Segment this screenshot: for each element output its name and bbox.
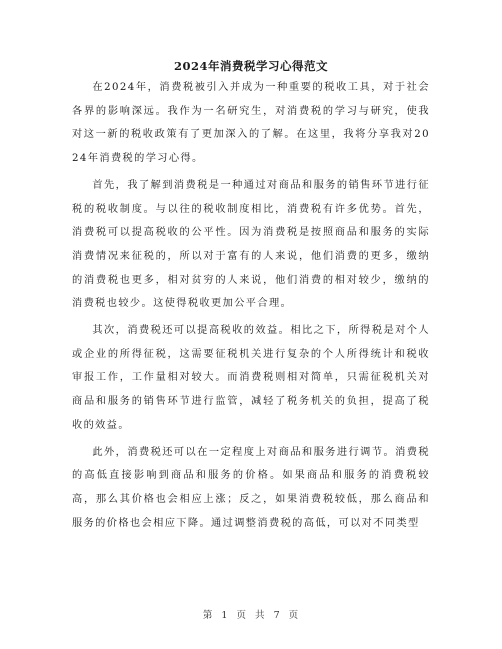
paragraph-4: 此外，消费税还可以在一定程度上对商品和服务进行调节。消费税的高低直接影响到商品和服务的价格。如果商品和服务的消费税较高，那么其价格也会相应上涨；反之，如果消费税较低，那么商品和服务的价格也会相应下降。通过调整消费税的高低，可以对不同类型: [72, 446, 430, 529]
footer-total-pages: 7: [273, 610, 281, 621]
footer-page-number: 1: [221, 610, 229, 621]
paragraph-3: 其次，消费税还可以提高税收的效益。相比之下，所得税是对个人或企业的所得征税，这需要征税机关进行复杂的个人所得统计和税收审报工作，工作量相对较大。而消费税则相对简单，只需征税机关对商品和服务的销售环节进行监管，减轻了税务机关的负担，提高了税收的效益。: [72, 325, 430, 431]
page-footer: [0, 607, 502, 621]
footer-prefix: 第: [202, 610, 214, 621]
footer-suffix: 页: [288, 610, 300, 621]
footer-page-label: 页: [236, 610, 247, 621]
document-body: [72, 76, 430, 535]
paragraph-1: 在2024年，消费税被引入并成为一种重要的税收工具，对于社会各界的影响深远。我作为一名研究生，对消费税的学习与研究，使我对这一新的税收政策有了更加深入的了解。在这里，我将分享我对2024年消费税的学习心得。: [72, 82, 430, 165]
footer-total-label: 共: [255, 610, 266, 621]
paragraph-2: 首先，我了解到消费税是一种通过对商品和服务的销售环节进行征税的税收制度。与以往的税收制度相比，消费税有许多优势。首先，消费税可以提高税收的公平性。因为消费税是按照商品和服务的实际消费情况来征税的，所以对于富有的人来说，他们消费的更多，缴纳的消费税也更多，相对贫穷的人来说，他们消费的相对较少，缴纳的消费税也较少。这使得税收更加公平合理。: [72, 179, 430, 310]
document-title: 2024年消费税学习心得范文: [173, 59, 328, 73]
